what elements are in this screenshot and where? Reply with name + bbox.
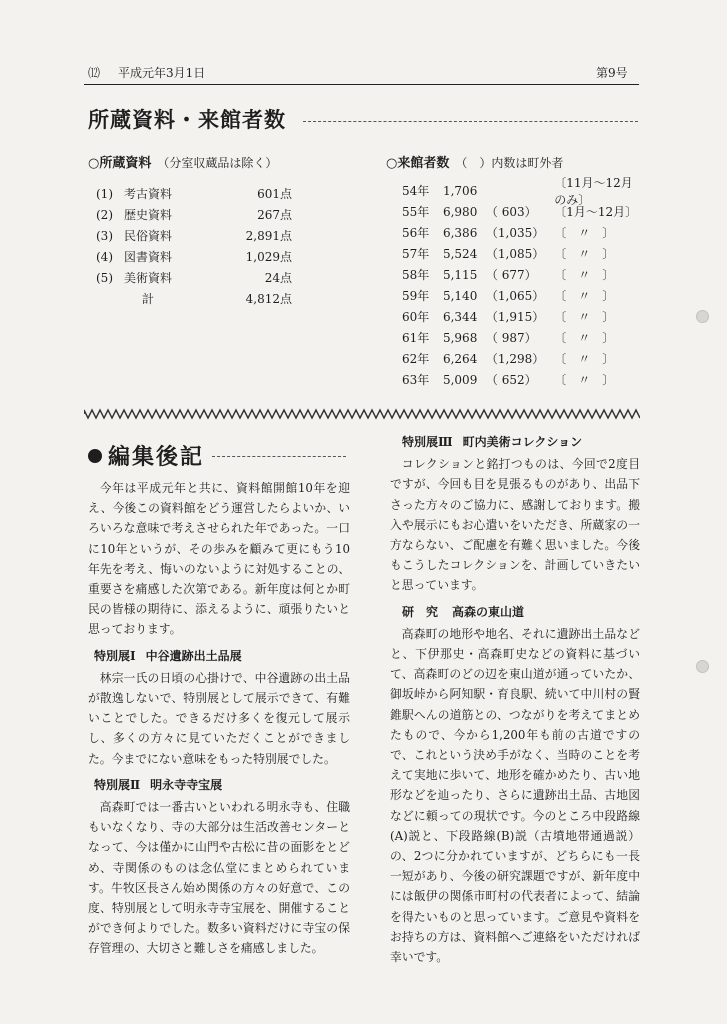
collection-heading: ○所蔵資料 （分室収蔵品は除く）: [88, 156, 278, 171]
visitors-row: 62年 6,264 （1,298） 〔 〃 〕: [402, 351, 615, 366]
sec2-body: 高森町では一番古いといわれる明永寺も、住職もいなくなり、寺の大部分は生活改善センターとなって、今は僅かに山門や古松に昔の面影をとどめ、寺関係のものは念仏堂にまとめられています。牛牧区長さん始め関係の方々の好意で、この度、特別展として明永寺寺宝展を、開催することができ何よりでした。数多い資料だけに寺宝の保存管理の、大切さと難しさを痛感しました。: [88, 800, 350, 956]
visitors-heading: ○来館者数 （ ）内数は町外者: [386, 156, 564, 171]
visitors-note: （ ）内数は町外者: [455, 156, 564, 170]
header-rule: [84, 84, 639, 85]
visitors-row: 59年 5,140 （1,065） 〔 〃 〕: [402, 288, 615, 303]
editorial-left-column: [88, 478, 350, 959]
collection-row: (4) 図書資料 1,029点: [96, 249, 292, 264]
sec3-body: コレクションと銘打つものは、今回で2度目ですが、今回も目を見張るものがあり、出品下さった方々のご協力に、感謝しております。搬入や展示にもお心遣いをいただき、所蔵家の一方ならない、ご配慮を有難く思いました。今後もこうしたコレクションを、計画していきたいと思っています。: [390, 457, 640, 593]
visitors-row: 55年 6,980 （ 603） 〔1月〜12月〕: [402, 204, 638, 219]
visitors-row: 56年 6,386 （1,035） 〔 〃 〕: [402, 225, 615, 240]
binder-hole: [696, 310, 709, 323]
collection-total-row: 計 4,812点: [142, 292, 292, 306]
visitors-row: 57年 5,524 （1,085） 〔 〃 〕: [402, 246, 615, 261]
editorial-right-column: [390, 432, 640, 967]
section-title: 所蔵資料・来館者数: [88, 108, 286, 132]
visitors-row: 63年 5,009 （ 652） 〔 〃 〕: [402, 372, 615, 387]
binder-hole: [696, 660, 709, 673]
visitors-row: 60年 6,344 （1,915） 〔 〃 〕: [402, 309, 615, 324]
sec1-body: 林宗一氏の日頃の心掛けで、中谷遺跡の出土品が散逸しないで、特別展として展示できて、有難いことでした。できるだけ多くを復元して展示し、多くの方々に見ていただくことができました。今までにない意味をもった特別展でした。: [88, 670, 350, 766]
visitors-row: 61年 5,968 （ 987） 〔 〃 〕: [402, 330, 615, 345]
editorial-intro: 今年は平成元年と共に、資料館開館10年を迎え、今後この資料館をどう運営したらよいか、いろいろな意味で考えさせられた年であった。一口に10年というが、その歩みを顧みて更にもう10年先を考え、悔いのないように対処することの、重要さを痛感した次第である。新年度は何とか町民の皆様の期待に、添えるように、頑張りたいと思っております。: [88, 481, 350, 637]
collection-row: (3) 民俗資料 2,891点: [96, 228, 292, 243]
visitors-row: 54年 1,706 〔11月〜12月のみ〕: [402, 175, 633, 207]
sec2-heading: 特別展Ⅱ 明永寺寺宝展: [94, 777, 223, 792]
collection-row: (5) 美術資料 24点: [96, 270, 292, 285]
issue-number: ⑿: [88, 66, 101, 80]
sec4-body: 高森町の地形や地名、それに遺跡出土品などと、下伊那史・高森町史などの資料に基づいて、高森町のどの辺を東山道が通っていたか、御坂峠から阿知駅・育良駅、続いて中川村の賢錐駅へんの道筋との、つながりを考えてまとめたもので、今から1,200年も前の古道ですので、これという決め手がなく、当時のことを考えて実地に歩いて、地形を確かめたり、古い地形などを辿ったり、さらに遺跡出土品、古地図などに頼っての現状です。今のところ中段路線(A)説と、下段路線(B)説（古墳地帯通過説）の、2つに分かれていますが、どちらにも一長一短があり、今後の研究課題ですが、新年度中には飯伊の関係市町村の代表者によって、結論を得たいものと思っています。ご意見や資料をお持ちの方は、資料館へご連絡をいただければ幸いです。: [390, 626, 640, 965]
visitors-row: 58年 5,115 （ 677） 〔 〃 〕: [402, 267, 615, 282]
title-dotted-rule: [303, 121, 638, 122]
issue-date: 平成元年3月1日: [118, 66, 206, 80]
editorial-dotted-rule: [212, 456, 346, 457]
collection-row: (2) 歴史資料 267点: [96, 207, 292, 222]
editorial-title: 編集後記: [88, 440, 204, 471]
collection-list: [96, 183, 296, 309]
collection-row: (1) 考古資料 601点: [96, 186, 292, 201]
sec3-heading: 特別展Ⅲ 町内美術コレクション: [402, 435, 583, 449]
zigzag-divider: [84, 408, 640, 420]
edition-number: 第9号: [596, 66, 628, 80]
sec4-heading: 研 究 高森の東山道: [402, 604, 525, 619]
visitors-list: [402, 175, 642, 390]
collection-note: （分室収蔵品は除く）: [157, 156, 278, 170]
sec1-heading: 特別展Ⅰ 中谷遺跡出土品展: [94, 648, 242, 663]
bullet-dot-icon: [88, 449, 102, 463]
